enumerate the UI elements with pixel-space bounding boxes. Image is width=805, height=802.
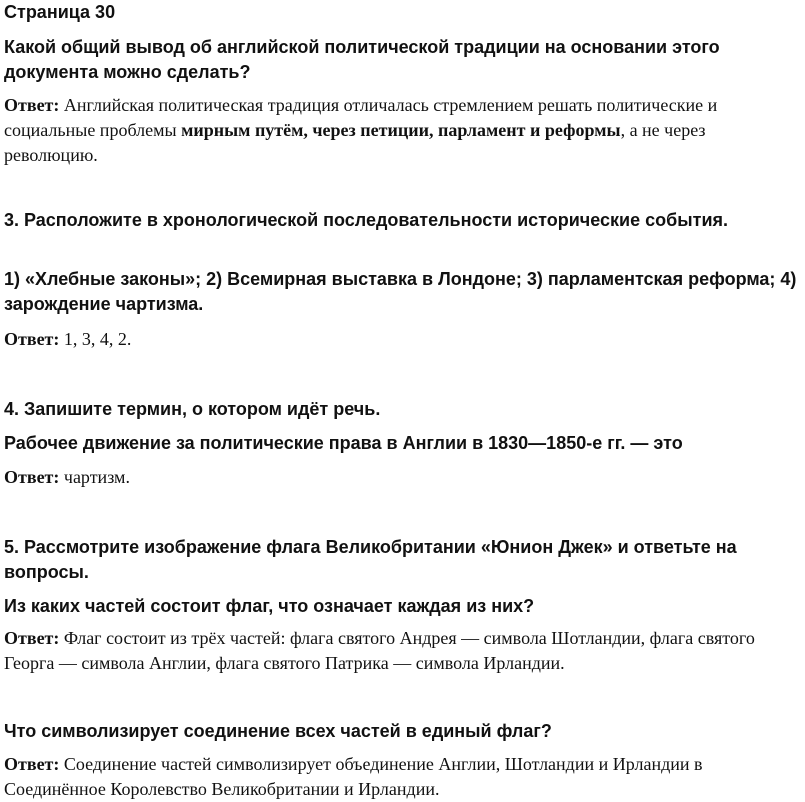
answer-label: Ответ: [4, 628, 60, 648]
question-general: Какой общий вывод об английской политической традиции на основании этого документа можно сделать? [4, 37, 720, 82]
page-title: Страница 30 [4, 2, 116, 22]
question-4-prompt: Рабочее движение за политические права в Англии в 1830—1850-е гг. — это [4, 433, 683, 453]
answer-label: Ответ: [4, 95, 60, 115]
answer-label: Ответ: [4, 467, 60, 487]
answer-text: Соединение частей символизирует объединение Англии, Шотландии и Ирландии в Соединённое Королевство Великобритании и Ирландии. [4, 754, 703, 799]
question-5: 5. Рассмотрите изображение флага Великобритании «Юнион Джек» и ответьте на вопросы. [4, 537, 737, 582]
answer-text-part1: Английская политическая традиция отличалась стремлением решать политические и социальные проблемы [4, 95, 718, 140]
answer-3 [4, 327, 802, 352]
question-5-sub1: Из каких частей состоит флаг, что означает каждая из них? [4, 596, 535, 616]
answer-text: 1, 3, 4, 2. [59, 329, 132, 349]
answer-5-2 [4, 752, 802, 802]
answer-4 [4, 465, 802, 490]
answer-5-1 [4, 626, 802, 676]
question-5-sub2: Что символизирует соединение всех частей в единый флаг? [4, 721, 552, 741]
answer-text-part2: , а не через революцию. [4, 120, 706, 165]
answer-text-bold: мирным путём, через петиции, парламент и реформы [181, 120, 621, 140]
question-3-items: 1) «Хлебные законы»; 2) Всемирная выставка в Лондоне; 3) парламентская реформа; 4) зарождение чартизма. [4, 269, 797, 314]
answer-general [4, 93, 802, 168]
answer-label: Ответ: [4, 754, 60, 774]
question-4: 4. Запишите термин, о котором идёт речь. [4, 399, 381, 419]
answer-text: чартизм. [59, 467, 130, 487]
answer-text: Флаг состоит из трёх частей: флага святого Андрея — символа Шотландии, флага святого Георга — символа Англии, флага святого Патрика — символа Ирландии. [4, 628, 755, 673]
answer-label: Ответ: [4, 329, 60, 349]
question-3: 3. Расположите в хронологической последовательности исторические события. [4, 210, 729, 230]
